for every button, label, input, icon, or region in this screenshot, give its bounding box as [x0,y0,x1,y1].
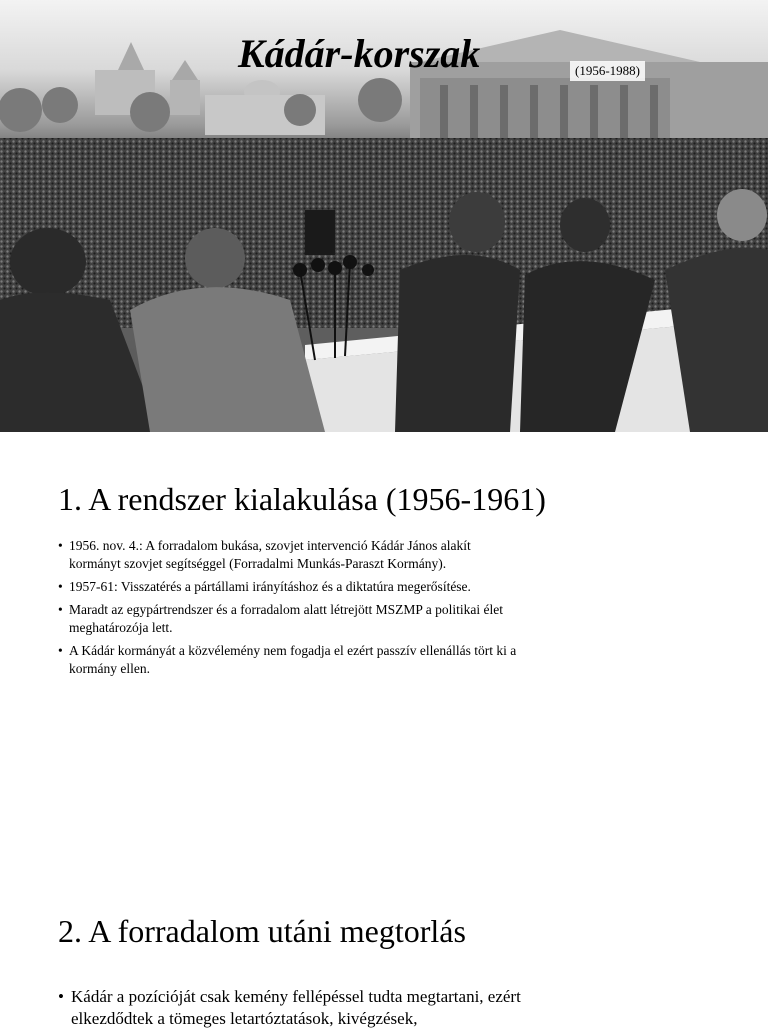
bullet-item [58,537,518,573]
section-heading-rendszer: 1. A rendszer kialakulása (1956-1961) [58,481,546,517]
bullet-item [58,578,518,596]
bullet-dot: • [58,579,63,594]
bullet-text: A Kádár kormányát a közvélemény nem fogadja el ezért passzív ellenállás tört ki a kormány ellen. [69,643,517,676]
bullet-item [58,601,518,637]
bullet-text: Maradt az egypártrendszer és a forradalom alatt létrejött MSZMP a politikai élet meghatározója lett. [69,602,503,635]
slide-title: Kádár-korszak [238,31,481,76]
section-heading-megtorlas: 2. A forradalom utáni megtorlás [58,913,466,949]
bullet-item [58,986,598,1030]
section2-bullet-list [58,986,598,1030]
bullet-dot: • [58,987,64,1006]
bullet-item [58,642,518,678]
slide-years: (1956-1988) [570,61,645,81]
bullet-dot: • [58,538,63,553]
bullet-dot: • [58,602,63,617]
bullet-dot: • [58,643,63,658]
section1-bullet-list [58,537,518,683]
bullet-text: Kádár a pozícióját csak kemény fellépéssel tudta megtartani, ezért elkezdődtek a tömeges letartóztatások, kivégzések, [71,987,521,1028]
bullet-text: 1956. nov. 4.: A forradalom bukása, szovjet intervenció Kádár János alakít kormányt szovjet segítséggel (Forradalmi Munkás-Paraszt Kormány). [69,538,471,571]
bullet-text: 1957-61: Visszatérés a pártállami irányításhoz és a diktatúra megerősítése. [69,579,471,594]
title-slide-photo [0,0,768,432]
